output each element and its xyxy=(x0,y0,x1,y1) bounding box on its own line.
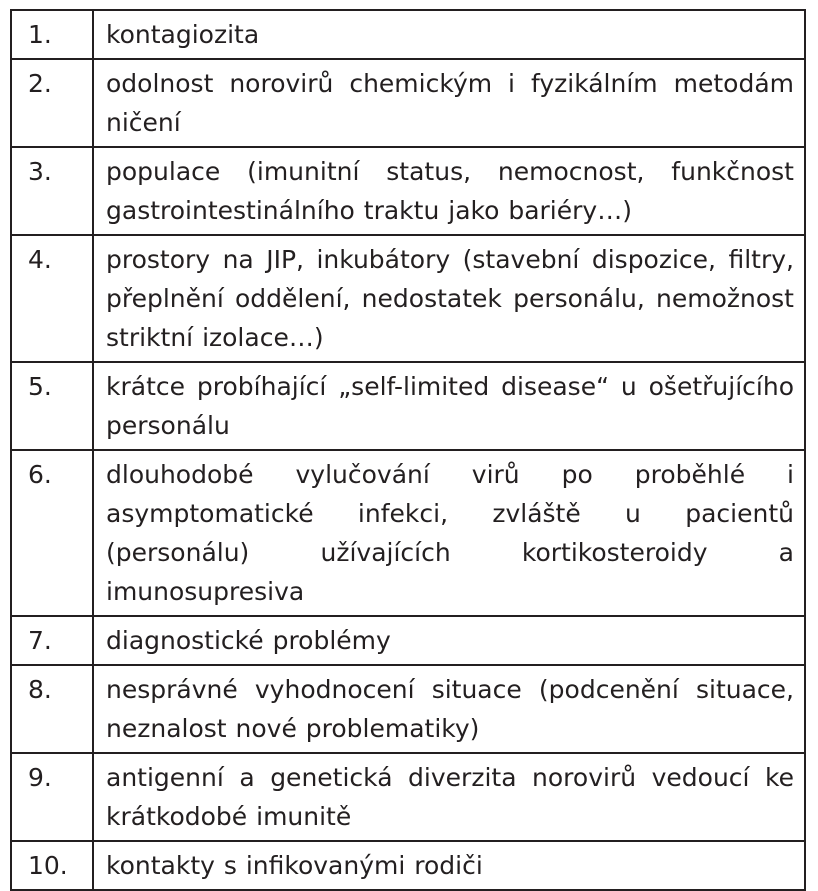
table-row xyxy=(11,59,805,147)
row-text: populace (imunitní status, nemocnost, funkčnost gastrointestinálního traktu jako bariéry…) xyxy=(93,147,805,235)
row-text: kontagiozita xyxy=(93,10,805,59)
row-text: prostory na JIP, inkubátory (stavební dispozice, filtry, přeplnění oddělení, nedostatek personálu, nemožnost striktní izolace…) xyxy=(93,235,805,362)
row-text: dlouhodobé vylučování virů po proběhlé i asymptomatické infekci, zvláště u pacientů (personálu) užívajících kortikosteroidy a imunosupresiva xyxy=(93,450,805,616)
row-text: odolnost norovirů chemickým i fyzikálním metodám ničení xyxy=(93,59,805,147)
table-row xyxy=(11,450,805,616)
table-row xyxy=(11,616,805,665)
row-text: diagnostické problémy xyxy=(93,616,805,665)
row-number: 8. xyxy=(11,665,93,753)
table-row xyxy=(11,665,805,753)
row-text: krátce probíhající „self-limited disease“ u ošetřujícího personálu xyxy=(93,362,805,450)
row-number: 9. xyxy=(11,753,93,841)
table-row xyxy=(11,147,805,235)
table-row xyxy=(11,235,805,362)
row-number: 2. xyxy=(11,59,93,147)
row-text: kontakty s infikovanými rodiči xyxy=(93,841,805,890)
table-row xyxy=(11,841,805,890)
row-text: nesprávné vyhodnocení situace (podcenění situace, neznalost nové problematiky) xyxy=(93,665,805,753)
table-row xyxy=(11,362,805,450)
row-number: 3. xyxy=(11,147,93,235)
row-number: 6. xyxy=(11,450,93,616)
row-number: 10. xyxy=(11,841,93,890)
row-number: 7. xyxy=(11,616,93,665)
table-row xyxy=(11,10,805,59)
table-row xyxy=(11,753,805,841)
row-text: antigenní a genetická diverzita norovirů vedoucí ke krátkodobé imunitě xyxy=(93,753,805,841)
row-number: 5. xyxy=(11,362,93,450)
row-number: 1. xyxy=(11,10,93,59)
row-number: 4. xyxy=(11,235,93,362)
risk-factors-table xyxy=(10,9,806,891)
